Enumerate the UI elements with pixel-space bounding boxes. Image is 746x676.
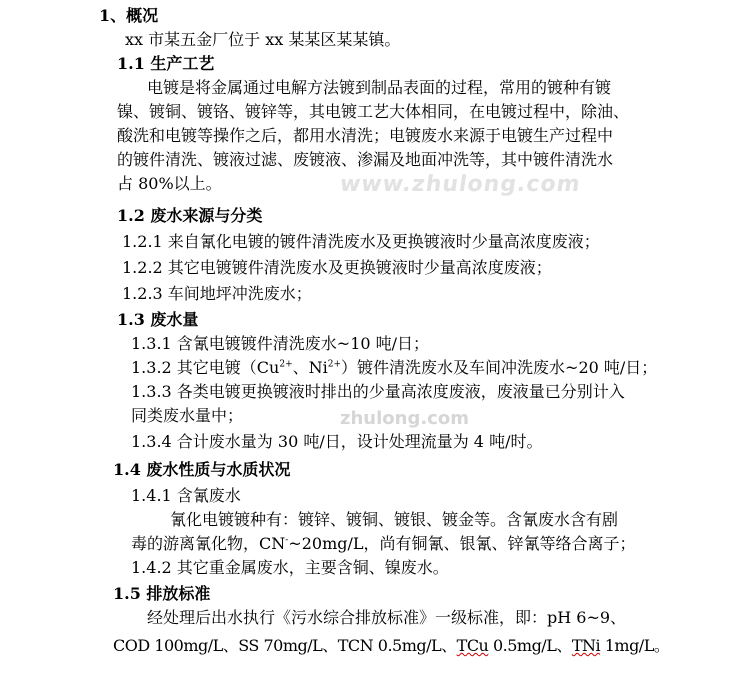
- process-paragraph-line: 的镀件清洗、镀液过滤、废镀液、渗漏及地面冲洗等，其中镀件清洗水: [117, 150, 614, 169]
- process-paragraph-line: 镍、镀铜、镀铬、镀锌等，其电镀工艺大体相同，在电镀过程中，除油、: [117, 102, 630, 121]
- watermark-top: www.zhulong.com: [338, 172, 583, 197]
- limit-tni-value: 1mg/L。: [600, 636, 670, 655]
- cyanide-paragraph-line: [131, 532, 636, 556]
- heavy-metal-subheading: 1.4.2 其它重金属废水，主要含铜、镍废水。: [131, 558, 449, 577]
- process-paragraph-line: 电镀是将金属通过电解方法镀到制品表面的过程，常用的镀种有镀: [147, 78, 612, 97]
- process-paragraph-line: 占 80%以上。: [117, 174, 222, 193]
- volume-item: 1.3.3 各类电镀更换镀液时排出的少量高浓度废液，废液量已分别计入: [131, 382, 625, 401]
- copper-charge: 2+: [279, 359, 293, 370]
- limits-cod-ss-tcn: COD 100mg/L、SS 70mg/L、TCN 0.5mg/L、: [113, 636, 457, 655]
- limit-tcu-value: 0.5mg/L、: [488, 636, 572, 655]
- cyanide-subheading: 1.4.1 含氰废水: [131, 486, 241, 505]
- heading-wastewater-volume: 1.3 废水量: [117, 310, 199, 329]
- source-item: 1.2.3 车间地坪冲洗废水；: [122, 284, 312, 303]
- nickel-charge: 2+: [327, 359, 342, 370]
- volume-item-ions-mid: 、Ni: [292, 358, 328, 377]
- source-item: 1.2.1 来自氰化电镀的镀件清洗废水及更换镀液时少量高浓度废液；: [122, 232, 600, 251]
- cyanide-text-prefix: 毒的游离氰化物，CN: [131, 534, 286, 553]
- volume-item-ions-suffix: ）镀件清洗废水及车间冲洗废水~20 吨/日；: [341, 358, 658, 377]
- heading-discharge-standard: 1.5 排放标准: [113, 584, 211, 603]
- volume-item-ions: [131, 356, 657, 380]
- volume-item: 1.3.1 含氰电镀镀件清洗废水~10 吨/日；: [131, 334, 430, 353]
- volume-item-ions-prefix: 1.3.2 其它电镀（Cu: [131, 358, 280, 377]
- volume-item-continuation: 同类废水量中；: [131, 406, 244, 425]
- volume-item: 1.3.4 合计废水量为 30 吨/日，设计处理流量为 4 吨/时。: [131, 432, 543, 451]
- heading-water-quality: 1.4 废水性质与水质状况: [113, 460, 291, 479]
- standard-paragraph-line: 经处理后出水执行《污水综合排放标准》一级标准，即：pH 6~9、: [147, 608, 627, 627]
- limit-tni-label: TNi: [571, 636, 601, 655]
- cyanide-paragraph-line: 氰化电镀镀种有：镀锌、镀铜、镀银、镀金等。含氰废水含有剧: [170, 510, 619, 529]
- process-paragraph-line: 酸洗和电镀等操作之后，都用水清洗；电镀废水来源于电镀生产过程中: [117, 126, 614, 145]
- section-heading-overview: 1、概况: [99, 6, 159, 25]
- cyanide-text-suffix: ~20mg/L，尚有铜氰、银氰、锌氰等络合离子；: [288, 534, 636, 553]
- limit-tcu-label: TCu: [456, 636, 489, 655]
- intro-text: xx 市某五金厂位于 xx 某某区某某镇。: [125, 30, 401, 49]
- cyanide-charge: -: [285, 535, 289, 546]
- watermark-middle: zhulong.com: [340, 408, 469, 429]
- heading-production-process: 1.1 生产工艺: [117, 54, 215, 73]
- standard-limits-line: [113, 634, 669, 658]
- source-item: 1.2.2 其它电镀镀件清洗废水及更换镀液时少量高浓度废液；: [122, 258, 552, 277]
- heading-wastewater-sources: 1.2 废水来源与分类: [117, 206, 263, 225]
